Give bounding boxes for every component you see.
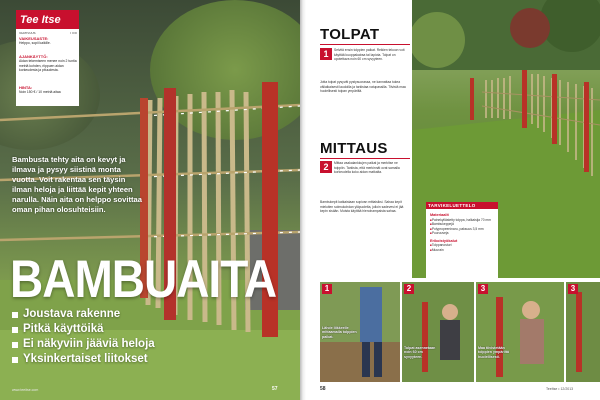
intro-text: Bambusta tehty aita on kevyt ja ilmava ja pysyy siistinä monta vuotta. Voit rakentaa sen täysin ilman heloja ja liittää kepit yhteen narulla. Näin aita on helppo sovittaa oman pihan olosuhteisiin. bbox=[12, 155, 142, 214]
page-number: 58 bbox=[320, 386, 326, 392]
section-tag: Tee Itse bbox=[16, 12, 79, 29]
list-item: Yksinkertaiset liitokset bbox=[12, 352, 222, 367]
list-item: ■ Muurain bbox=[430, 248, 496, 253]
difficulty-meta bbox=[19, 31, 77, 35]
step-photo bbox=[402, 282, 474, 382]
list-item: ■ Puuruuveja bbox=[430, 231, 496, 236]
section-body-text: Jotta tolpat pysyvät pystysuorassa, ne kannattaa tukea väliaikaisesti laudoilla ja tarkistaa vatupassilla. Tiivistä maa huolellisesti tolpan ympäriltä. bbox=[320, 80, 406, 94]
step-number-badge: 3 bbox=[478, 284, 488, 294]
step-caption: Tolpat asennetaan noin 60 cm syvyyteen. bbox=[404, 346, 436, 359]
list-item: ■ Polypropeeninaru, paksuus 3,5 mm bbox=[430, 227, 496, 232]
right-page bbox=[306, 0, 600, 400]
page-title: BAMBUAITA bbox=[10, 248, 277, 309]
bullet-icon bbox=[12, 357, 18, 363]
difficulty-scale: I II III bbox=[70, 31, 77, 35]
section-lead-text: Mittaa vaakalankkujen paikat ja merkitse ne tolppiin. Tarkista, että merkinnät ovat samalla korkeudella koko aidan matkalta. bbox=[334, 161, 400, 175]
list-item: Ei näkyviin jääviä heloja bbox=[12, 337, 222, 352]
step-number-badge: 2 bbox=[404, 284, 414, 294]
section-lead-text: Selvitä ensin tolppien paikat. Reikien tekoon voit käyttää kuoppakairaa tai lapiota. Tolpat on upotettava noin 60 cm syvyyteen. bbox=[334, 48, 405, 62]
list-item: ■ Painekyllästetty tolppa, halkaisija 70 mm bbox=[430, 218, 496, 223]
footer-issue: TeeItse • 12/2013 bbox=[546, 387, 574, 391]
step-caption: Maa tiivistetään tolppien ympäriltä huolellisesti. bbox=[478, 346, 509, 359]
difficulty-label: VAATIVUUS bbox=[19, 31, 36, 35]
step-photo bbox=[476, 282, 564, 382]
step-photo bbox=[566, 282, 600, 382]
feature-list bbox=[12, 307, 222, 367]
materials-box-title: TARVIKELUETTELO bbox=[428, 203, 476, 208]
bullet-icon bbox=[12, 342, 18, 348]
section-heading: TOLPAT bbox=[320, 26, 380, 43]
footer-url: www.teeitse.com bbox=[12, 388, 39, 392]
materials-list: Materiaalit ■ Painekyllästetty tolppa, halkaisija 70 mm ■ Bambukeppejä ■ Polypropeeninaru, paksuus 3,5 mm ■ Puuruuveja Erikoistyökalut ■ Tolppanosturi ■ Muurain bbox=[430, 213, 496, 252]
section-divider bbox=[320, 44, 410, 45]
list-item: ■ Bambukeppejä bbox=[430, 222, 496, 227]
step-number-badge: 1 bbox=[320, 48, 332, 60]
section-heading: MITTAUS bbox=[320, 140, 388, 157]
step-number-badge: 1 bbox=[322, 284, 332, 294]
list-item: Joustava rakenne bbox=[12, 307, 222, 322]
list-item: ■ Tolppanosturi bbox=[430, 243, 496, 248]
bullet-icon bbox=[12, 312, 18, 318]
section-divider bbox=[320, 158, 410, 159]
info-section-price: HINTA: Noin 150 € / 10 metriä aitaa bbox=[19, 85, 61, 95]
bullet-icon bbox=[12, 327, 18, 333]
info-section-difficulty: VAIKEUSASTE: Helppo, sopii kaikille. bbox=[19, 36, 51, 46]
step-number-badge: 3 bbox=[568, 284, 578, 294]
list-item: Pitkä käyttöikä bbox=[12, 322, 222, 337]
page-number: 57 bbox=[272, 386, 278, 392]
step-number-badge: 2 bbox=[320, 161, 332, 173]
step-caption: Lähde liikkeelle mittaamalla tolppien paikat. bbox=[322, 326, 357, 339]
info-section-time: AJANKÄYTTÖ: Aidan tekemiseen menee noin 2 tuntia metriä kohden, riippuen aidan korkeudesta ja pituudesta. bbox=[19, 54, 77, 72]
section-body-text: Bambukepit katkaistaan sopivan mittaisiksi. Sahaa kepit mieluiten solmukohdan yläpuolelta, jolloin sadevesi ei jää kepin sisään. Muista käyttää hienohampaista sahaa. bbox=[320, 200, 404, 214]
